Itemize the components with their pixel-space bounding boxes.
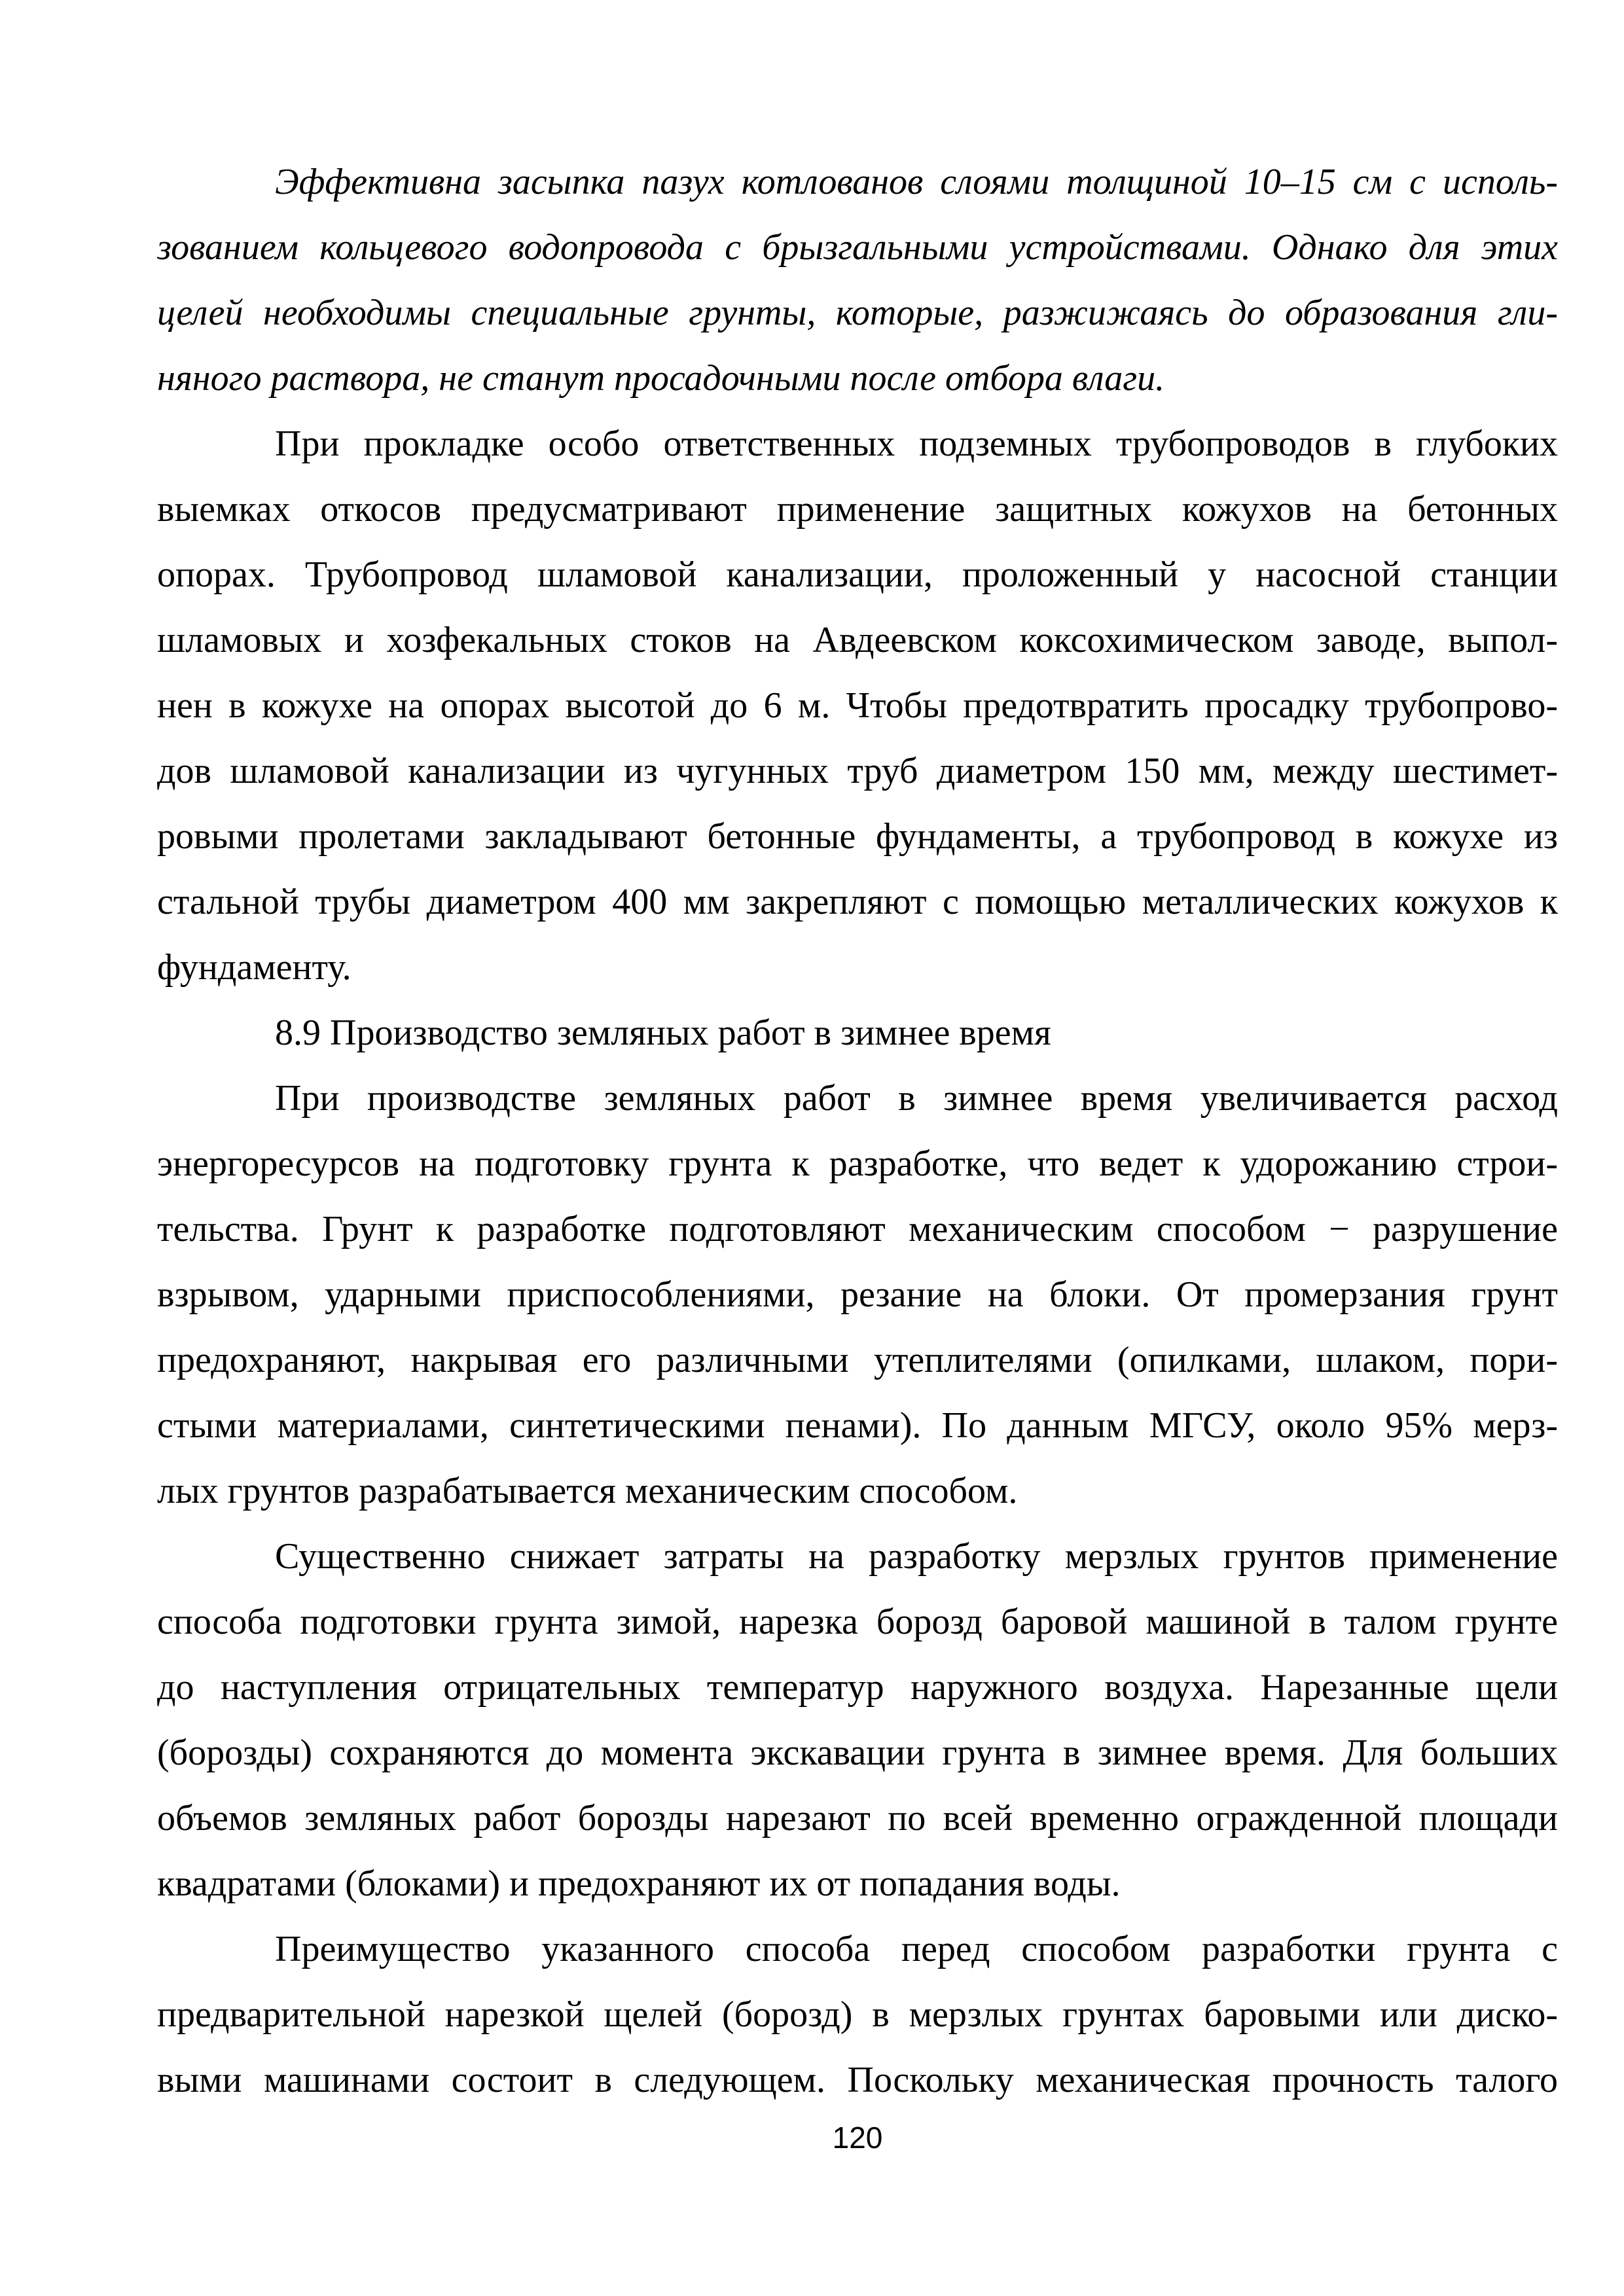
text-line: При производстве земляных работ в зимнее время увеличивается расход: [275, 1078, 1558, 1119]
page-number: 120: [832, 2121, 883, 2155]
text-line: Преимущество указанного способа перед способом разработки грунта с: [275, 1929, 1558, 1969]
text-line: лых грунтов разрабатывается механическим способом.: [157, 1471, 1018, 1511]
text-line: взрывом, ударными приспособлениями, резание на блоки. От промерзания грунт: [157, 1274, 1558, 1315]
text-line: квадратами (блоками) и предохраняют их от попадания воды.: [157, 1863, 1121, 1904]
text-line: энергоресурсов на подготовку грунта к разработке, что ведет к удорожанию строи-: [157, 1143, 1558, 1184]
paragraph: [157, 1916, 1558, 2113]
text-line: опорах. Трубопровод шламовой канализации, проложенный у насосной станции: [157, 554, 1558, 595]
text-line: выми машинами состоит в следующем. Поскольку механическая прочность талого: [157, 2060, 1558, 2100]
text-line: ровыми пролетами закладывают бетонные фундаменты, а трубопровод в кожухе из: [157, 816, 1558, 857]
text-line: предварительной нарезкой щелей (борозд) в мерзлых грунтах баровыми или диско-: [157, 1994, 1558, 2035]
page-footer: [157, 2119, 1558, 2156]
text-line: целей необходимы специальные грунты, которые, разжижаясь до образования гли-: [157, 293, 1558, 333]
text-line: (борозды) сохраняются до момента экскавации грунта в зимнее время. Для больших: [157, 1732, 1558, 1773]
text-line: нен в кожухе на опорах высотой до 6 м. Чтобы предотвратить просадку трубопрово-: [157, 685, 1558, 726]
text-line: выемках откосов предусматривают применение защитных кожухов на бетонных: [157, 489, 1558, 529]
text-line: стальной трубы диаметром 400 мм закрепляют с помощью металлических кожухов к: [157, 882, 1558, 922]
text-line: дов шламовой канализации из чугунных труб диаметром 150 мм, между шестимет-: [157, 751, 1558, 791]
text-line: объемов земляных работ борозды нарезают по всей временно огражденной площади: [157, 1798, 1558, 1839]
text-line: фундаменту.: [157, 947, 352, 988]
paragraph: [157, 1066, 1558, 1524]
text-line: Существенно снижает затраты на разработку мерзлых грунтов применение: [275, 1536, 1558, 1577]
text-block: [157, 149, 1558, 2113]
paragraph: [157, 411, 1558, 1000]
text-line: способа подготовки грунта зимой, нарезка борозд баровой машиной в талом грунте: [157, 1602, 1558, 1642]
section-heading: [157, 1000, 1558, 1066]
text-line: стыми материалами, синтетическими пенами). По данным МГСУ, около 95% мерз-: [157, 1405, 1558, 1446]
text-line: няного раствора, не станут просадочными после отбора влаги.: [157, 358, 1165, 399]
text-line: Эффективна засыпка пазух котлованов слоями толщиной 10–15 см с исполь-: [275, 162, 1558, 202]
section-heading-text: 8.9 Производство земляных работ в зимнее время: [275, 1013, 1051, 1053]
text-line: до наступления отрицательных температур наружного воздуха. Нарезанные щели: [157, 1667, 1558, 1708]
paragraph: [157, 1524, 1558, 1916]
paragraph-italic-lead: [157, 149, 1558, 411]
text-line: зованием кольцевого водопровода с брызгальными устройствами. Однако для этих: [157, 227, 1558, 268]
text-line: шламовых и хозфекальных стоков на Авдеевском коксохимическом заводе, выпол-: [157, 620, 1558, 660]
text-line: При прокладке особо ответственных подземных трубопроводов в глубоких: [275, 423, 1558, 464]
text-line: тельства. Грунт к разработке подготовляют механическим способом − разрушение: [157, 1209, 1558, 1249]
text-line: предохраняют, накрывая его различными утеплителями (опилками, шлаком, пори-: [157, 1340, 1558, 1380]
